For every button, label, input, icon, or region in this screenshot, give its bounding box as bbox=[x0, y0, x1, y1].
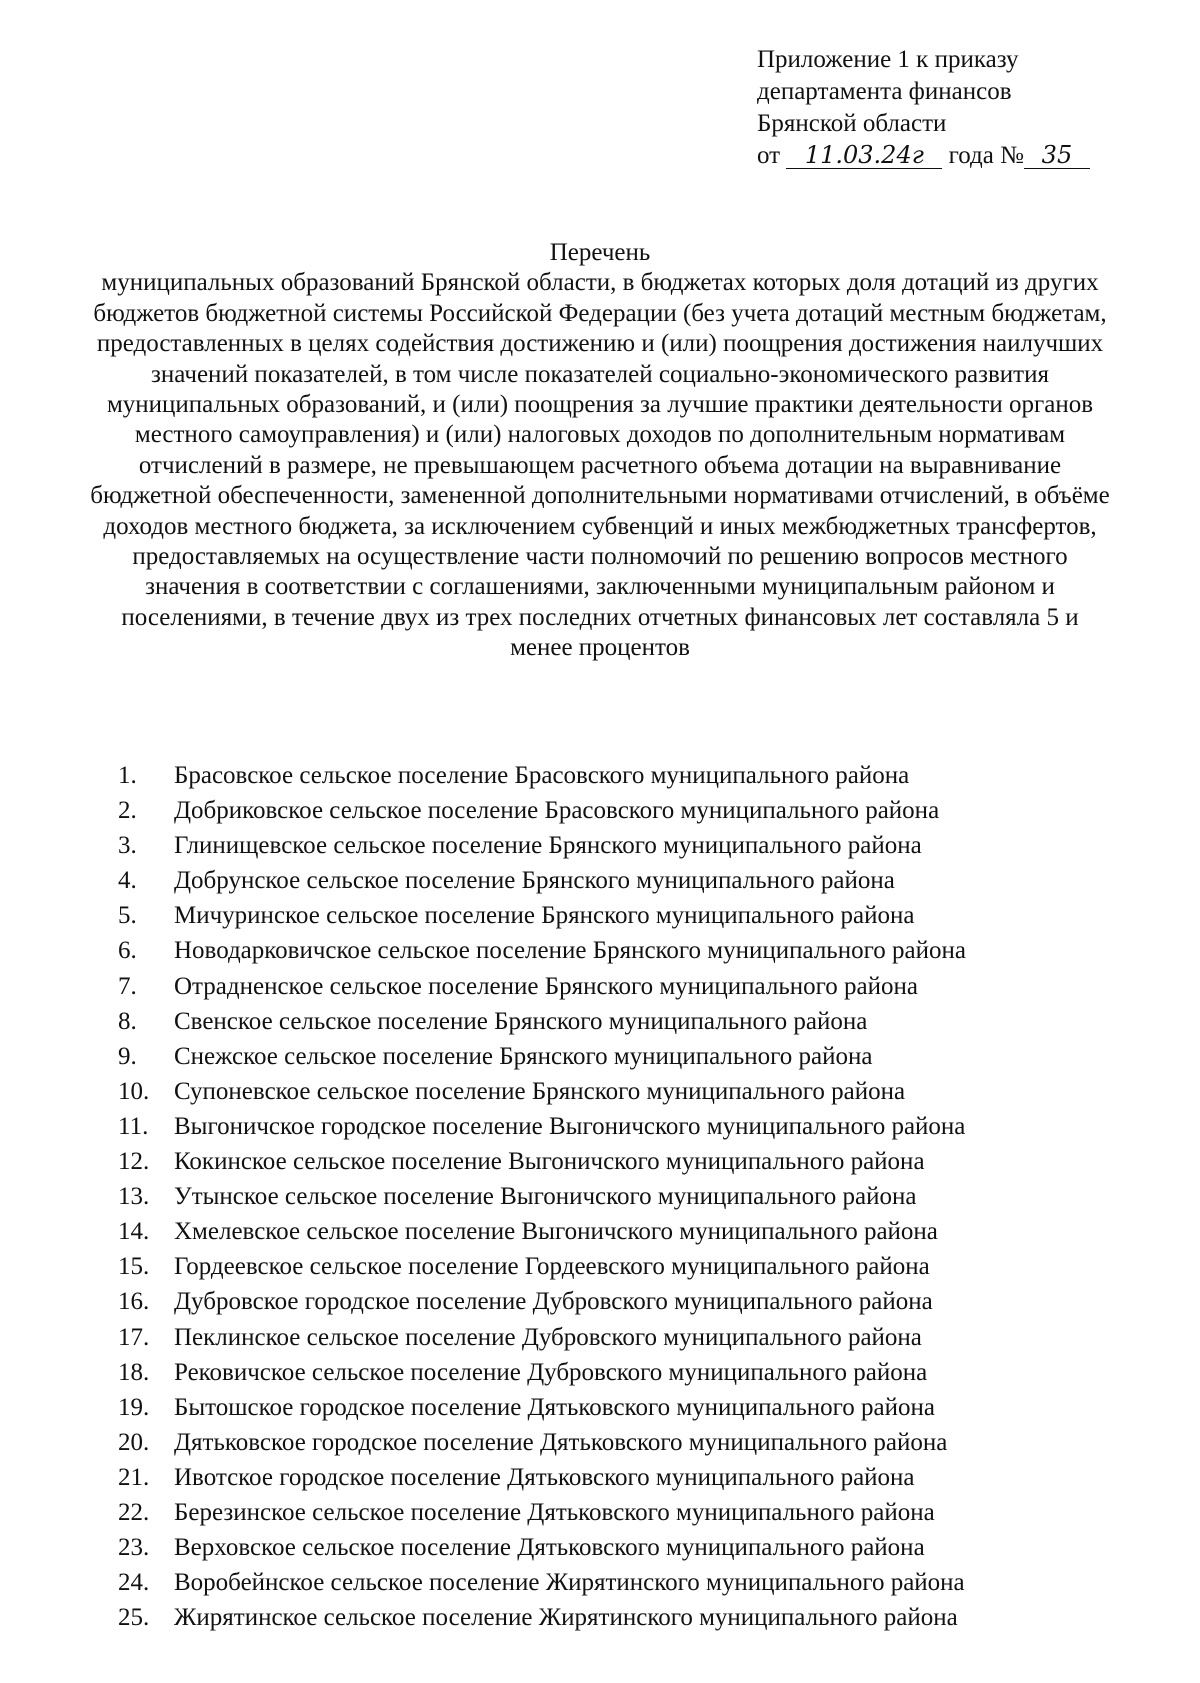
list-item bbox=[118, 832, 1178, 867]
list-item-text: Дятьковское городское поселение Дятьковского муниципального района bbox=[174, 1428, 948, 1456]
list-item-text: Верховское сельское поселение Дятьковского муниципального района bbox=[174, 1534, 925, 1562]
list-item-text: Новодарковичское сельское поселение Брянского муниципального района bbox=[174, 937, 966, 965]
list-item-number: 9. bbox=[118, 1042, 137, 1070]
list-item bbox=[118, 902, 1178, 937]
list-item-number: 7. bbox=[118, 972, 137, 1000]
list-item-text: Дубровское городское поселение Дубровского муниципального района bbox=[174, 1288, 933, 1316]
list-item bbox=[118, 1429, 1178, 1464]
list-item bbox=[118, 1078, 1178, 1113]
list-item bbox=[118, 1604, 1178, 1639]
list-item-text: Супоневское сельское поселение Брянского муниципального района bbox=[174, 1077, 906, 1105]
list-item-text: Брасовское сельское поселение Брасовского муниципального района bbox=[174, 762, 910, 789]
year-word: года bbox=[948, 142, 994, 169]
list-item-number: 11. bbox=[118, 1112, 149, 1140]
list-item-text: Гордеевское сельское поселение Гордеевского муниципального района bbox=[174, 1253, 930, 1281]
list-item-number: 24. bbox=[118, 1569, 150, 1597]
list-item bbox=[118, 1569, 1178, 1604]
list-item bbox=[118, 1394, 1178, 1429]
list-item bbox=[118, 797, 1178, 832]
approval-line-3: Брянской области bbox=[757, 110, 947, 137]
approval-date-line bbox=[757, 140, 1177, 172]
list-item-number: 16. bbox=[118, 1288, 150, 1316]
list-item-text: Свенское сельское поселение Брянского муниципального района bbox=[174, 1007, 868, 1035]
list-item bbox=[118, 1183, 1178, 1218]
list-item-number: 1. bbox=[118, 762, 137, 789]
list-item-number: 25. bbox=[118, 1604, 150, 1632]
list-item bbox=[118, 1464, 1178, 1499]
list-item-text: Бытошское городское поселение Дятьковского муниципального района bbox=[174, 1393, 935, 1421]
handwritten-number: 35 bbox=[1024, 142, 1090, 169]
list-item bbox=[118, 1288, 1178, 1323]
list-item-number: 2. bbox=[118, 797, 137, 825]
document-title: Перечень bbox=[549, 239, 651, 266]
list-item-number: 23. bbox=[118, 1534, 150, 1562]
list-item-number: 18. bbox=[118, 1358, 150, 1386]
list-item bbox=[118, 1324, 1178, 1359]
municipality-list bbox=[118, 762, 1178, 1639]
list-item-text: Ивотское городское поселение Дятьковского муниципального района bbox=[174, 1463, 915, 1491]
list-item bbox=[118, 973, 1178, 1008]
list-item-text: Рековичское сельское поселение Дубровского муниципального района bbox=[174, 1358, 928, 1386]
list-item bbox=[118, 1218, 1178, 1253]
list-item bbox=[118, 1113, 1178, 1148]
list-item bbox=[118, 1043, 1178, 1078]
list-item-text: Выгоничское городское поселение Выгоничского муниципального района bbox=[174, 1112, 966, 1140]
list-item-number: 4. bbox=[118, 867, 137, 895]
list-item-number: 10. bbox=[118, 1077, 150, 1105]
list-item-number: 14. bbox=[118, 1218, 150, 1246]
list-item bbox=[118, 1359, 1178, 1394]
list-item-number: 3. bbox=[118, 832, 137, 860]
list-item-number: 12. bbox=[118, 1148, 150, 1176]
list-item-text: Пеклинское сельское поселение Дубровского муниципального района bbox=[174, 1323, 922, 1351]
number-sign: № bbox=[1000, 142, 1024, 169]
from-prefix: от bbox=[757, 142, 781, 169]
list-item-text: Воробейнское сельское поселение Жирятинского муниципального района bbox=[174, 1569, 965, 1597]
list-item-text: Добрунское сельское поселение Брянского муниципального района bbox=[174, 867, 895, 895]
list-item-number: 21. bbox=[118, 1463, 150, 1491]
approval-block bbox=[757, 44, 1177, 172]
list-item-number: 6. bbox=[118, 937, 137, 965]
list-item-number: 5. bbox=[118, 902, 137, 930]
approval-line-2: департамента финансов bbox=[757, 78, 1012, 105]
list-item-text: Добриковское сельское поселение Брасовского муниципального района bbox=[174, 797, 940, 825]
list-item bbox=[118, 867, 1178, 902]
list-item-number: 20. bbox=[118, 1428, 150, 1456]
list-item-text: Утынское сельское поселение Выгоничского муниципального района bbox=[174, 1183, 917, 1211]
title-block bbox=[90, 238, 1110, 664]
list-item bbox=[118, 1148, 1178, 1183]
list-item bbox=[118, 1008, 1178, 1043]
list-item-number: 8. bbox=[118, 1007, 137, 1035]
list-item bbox=[118, 1534, 1178, 1569]
list-item bbox=[118, 1499, 1178, 1534]
handwritten-date: 11.03.24г bbox=[786, 142, 942, 169]
list-item-text: Жирятинское сельское поселение Жирятинского муниципального района bbox=[174, 1604, 958, 1632]
list-item-text: Снежское сельское поселение Брянского муниципального района bbox=[174, 1042, 873, 1070]
list-item bbox=[118, 762, 1178, 797]
list-item bbox=[118, 1253, 1178, 1288]
list-item-number: 22. bbox=[118, 1498, 150, 1526]
list-item-text: Мичуринское сельское поселение Брянского муниципального района bbox=[174, 902, 915, 930]
list-item-number: 19. bbox=[118, 1393, 150, 1421]
list-item-number: 13. bbox=[118, 1183, 150, 1211]
list-item bbox=[118, 937, 1178, 972]
list-item-number: 17. bbox=[118, 1323, 150, 1351]
list-item-text: Хмелевское сельское поселение Выгоничского муниципального района bbox=[174, 1218, 938, 1246]
document-subtitle: муниципальных образований Брянской области, в бюджетах которых доля дотаций из других бюджетов бюджетной системы Российской Федерации (без учета дотаций местным бюджетам, предоставленных в целях содействия достижению и (или) поощрения достижения наилучших значений показателей, в том числе показателей социально-экономического развития муниципальных образований, и (или) поощрения за лучшие практики деятельности органов местного самоуправления) и (или) налоговых доходов по дополнительным нормативам отчислений в размере, не превышающем расчетного объема дотации на выравнивание бюджетной обеспеченности, замененной дополнительными нормативами отчислений, в объёме доходов местного бюджета, за исключением субвенций и иных межбюджетных трансфертов, предоставляемых на осуществление части полномочий по решению вопросов местного значения в соответствии с соглашениями, заключенными муниципальным районом и поселениями, в течение двух из трех последних отчетных финансовых лет составляла 5 и менее процентов bbox=[90, 269, 1110, 662]
list-item-text: Кокинское сельское поселение Выгоничского муниципального района bbox=[174, 1148, 925, 1176]
approval-line-1: Приложение 1 к приказу bbox=[757, 46, 1019, 73]
list-item-text: Отрадненское сельское поселение Брянского муниципального района bbox=[174, 972, 918, 1000]
list-item-text: Глинищевское сельское поселение Брянского муниципального района bbox=[174, 832, 922, 860]
list-item-text: Березинское сельское поселение Дятьковского муниципального района bbox=[174, 1498, 935, 1526]
list-item-number: 15. bbox=[118, 1253, 150, 1281]
